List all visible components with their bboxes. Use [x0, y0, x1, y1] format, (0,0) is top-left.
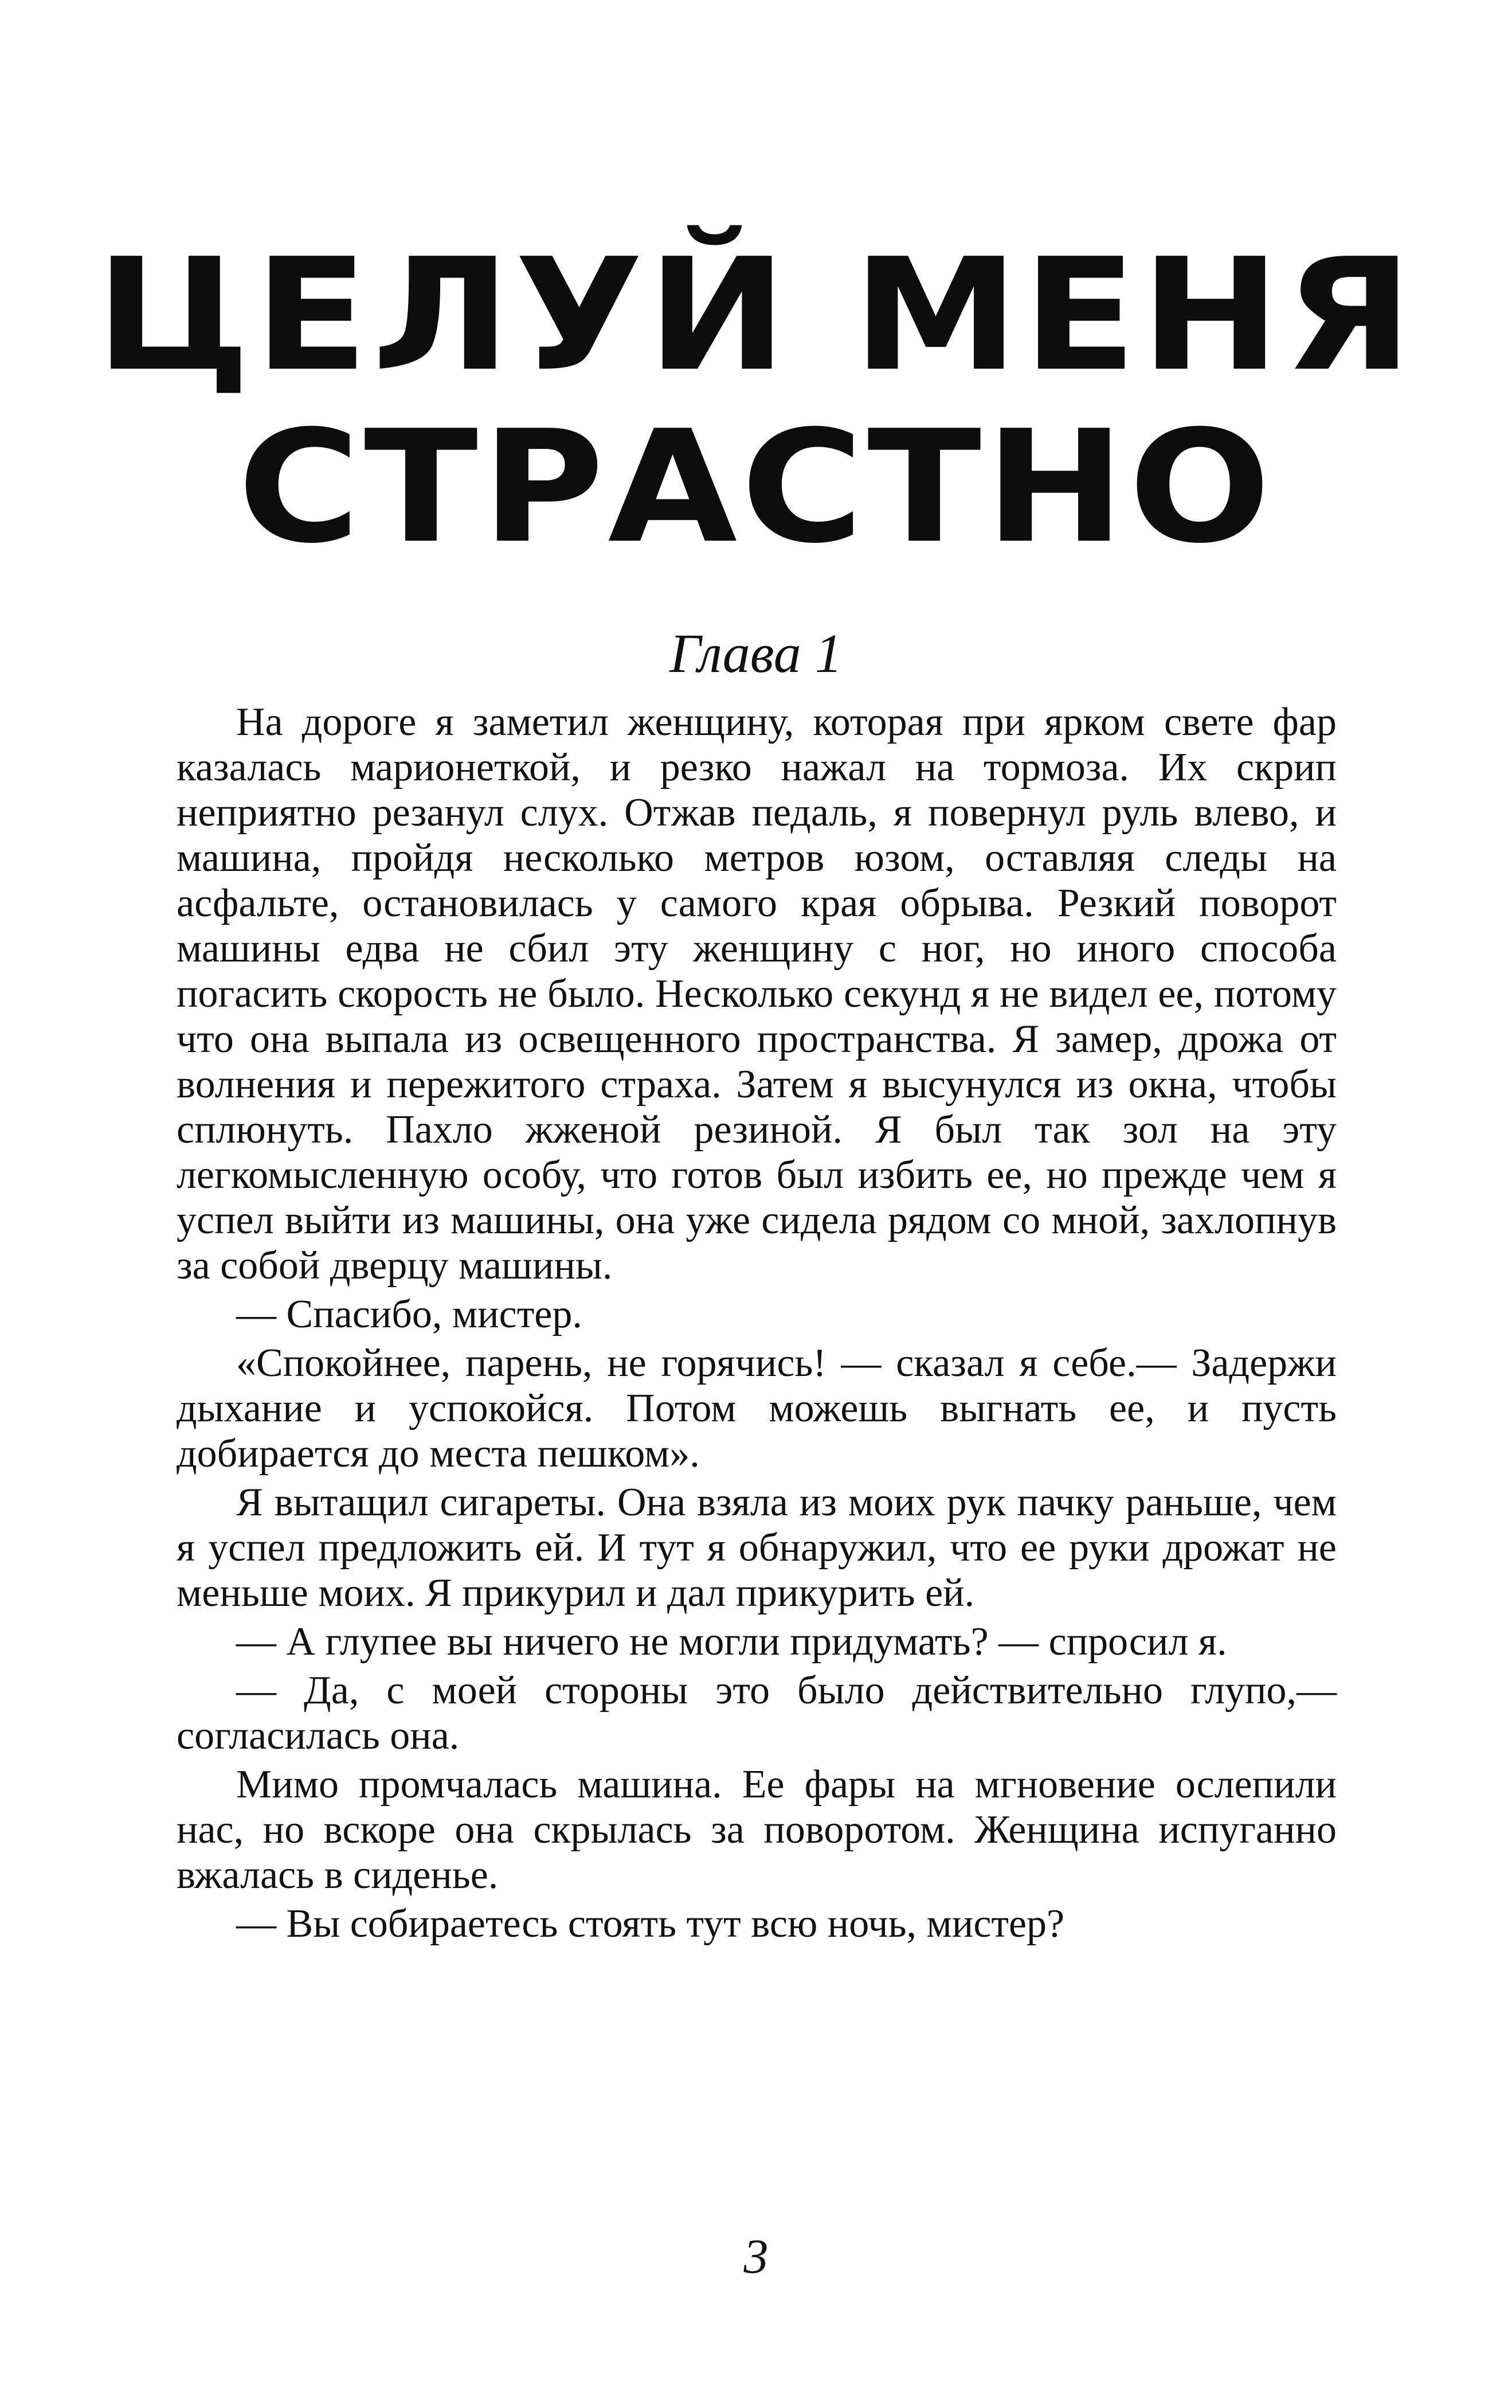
paragraph: — Да, с моей стороны это было действительно глупо,— согласилась она.: [177, 1668, 1337, 1758]
paragraph: — Спасибо, мистер.: [236, 1292, 582, 1336]
book-title-line-2: СТРАСТНО: [237, 397, 1275, 577]
book-title: [0, 225, 1512, 577]
chapter-heading: Глава 1: [669, 623, 843, 684]
paragraph: «Спокойнее, парень, не горячись! — сказал я себе.— Задержи дыхание и успокойся. Потом можешь выгнать ее, и пусть добирается до места пешком».: [177, 1341, 1337, 1476]
page-number: 3: [743, 2229, 769, 2284]
paragraph: Мимо промчалась машина. Ее фары на мгновение ослепили нас, но вскоре она скрылась за поворотом. Женщина испуганно вжалась в сиденье.: [177, 1762, 1337, 1897]
book-title-line-1: ЦЕЛУЙ МЕНЯ: [95, 225, 1417, 405]
body-text: [177, 699, 1337, 1946]
paragraph: — А глупее вы ничего не могли придумать? — спросил я.: [236, 1620, 1227, 1664]
paragraph: На дороге я заметил женщину, которая при ярком свете фар казалась марионеткой, и резко нажал на тормоза. Их скрип неприятно резанул слух. Отжав педаль, я повернул руль влево, и машина, пройдя несколько метров юзом, оставляя следы на асфальте, остановилась у самого края обрыва. Резкий поворот машины едва не сбил эту женщину с ног, но иного способа погасить скорость не было. Несколько секунд я не видел ее, потому что она выпала из освещенного пространства. Я замер, дрожа от волнения и пережитого страха. Затем я высунулся из окна, чтобы сплюнуть. Пахло жженой резиной. Я был так зол на эту легкомысленную особу, что готов был избить ее, но прежде чем я успел выйти из машины, она уже сидела рядом со мной, захлопнув за собой дверцу машины.: [177, 700, 1337, 1288]
paragraph: Я вытащил сигареты. Она взяла из моих рук пачку раньше, чем я успел предложить ей. И тут я обнаружил, что ее руки дрожат не меньше моих. Я прикурил и дал прикурить ей.: [177, 1480, 1337, 1615]
paragraph: — Вы собираетесь стоять тут всю ночь, мистер?: [236, 1902, 1065, 1946]
